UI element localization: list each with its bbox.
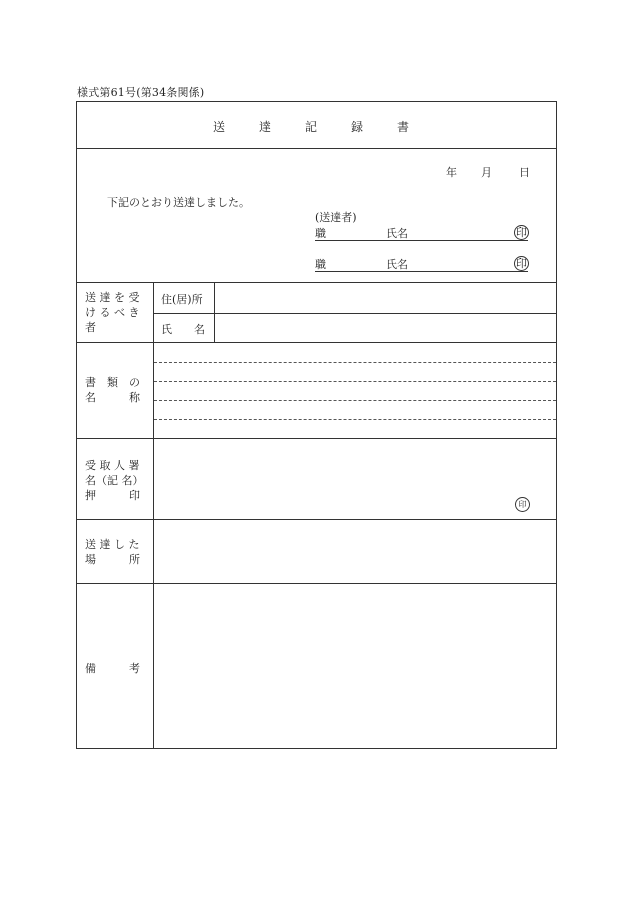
date-year-label: 年 <box>446 166 457 179</box>
documents-label: 書 類 の 名 称 <box>85 376 140 404</box>
place-row <box>77 519 556 584</box>
remarks-label: 備 考 <box>85 662 140 675</box>
name-label: 氏名 <box>386 227 408 240</box>
statement-text: 下記のとおり送達しました。 <box>107 196 250 209</box>
receiver-signature-row <box>77 438 556 520</box>
column-divider <box>153 343 154 439</box>
row-divider <box>153 313 556 314</box>
recipient-label: 送 達 を 受 け る べ き 者 <box>85 291 140 334</box>
dotted-line <box>154 362 556 363</box>
recipient-row <box>77 282 556 343</box>
seal-icon: 印 <box>516 226 527 239</box>
server-label: (送達者) <box>315 211 357 224</box>
header-block <box>77 148 556 283</box>
form-number: 様式第61号(第34条関係) <box>77 86 205 99</box>
seal-icon: 印 <box>515 497 530 512</box>
form-title: 送 達 記 録 書 <box>212 120 420 134</box>
column-divider <box>153 439 154 520</box>
date-day-label: 日 <box>519 166 530 179</box>
column-divider <box>153 584 154 749</box>
dotted-line <box>154 381 556 382</box>
documents-row <box>77 342 556 439</box>
title-row <box>77 102 556 148</box>
place-label: 送 達 し た 場 所 <box>85 538 140 566</box>
column-divider <box>153 520 154 584</box>
date-month-label: 月 <box>481 166 492 179</box>
seal-icon: 印 <box>516 257 527 270</box>
remarks-row <box>77 583 556 750</box>
signature-line-1 <box>315 225 528 241</box>
signature-line-2 <box>315 256 528 272</box>
address-label: 住(居)所 <box>161 293 203 306</box>
position-label: 職 <box>315 258 326 271</box>
dotted-line <box>154 419 556 420</box>
name-label: 氏名 <box>386 258 408 271</box>
receiver-signature-label: 受 取 人 署 名（記 名） 押 印 <box>85 459 144 502</box>
position-label: 職 <box>315 227 326 240</box>
dotted-line <box>154 400 556 401</box>
record-form <box>76 101 557 749</box>
recipient-name-label: 氏 名 <box>161 323 205 336</box>
